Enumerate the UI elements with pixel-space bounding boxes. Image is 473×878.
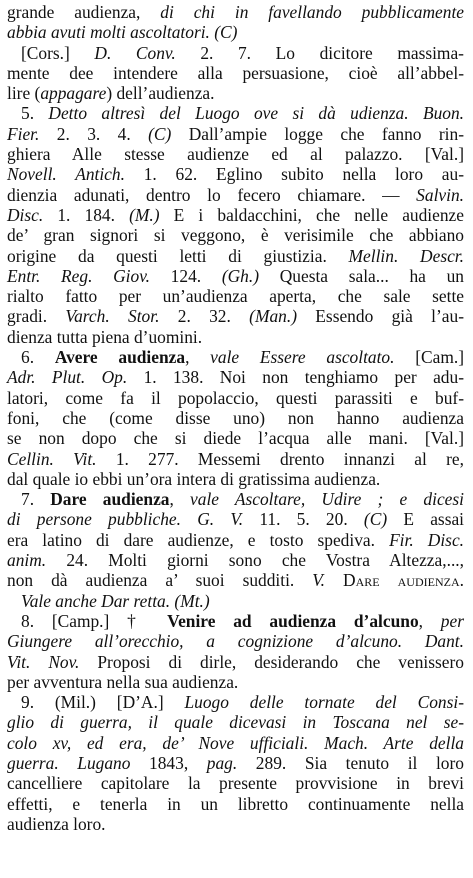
text-segment: effetti, e tenerla in un libretto continuamente nella: [7, 793, 464, 814]
text-segment: D. Conv.: [94, 42, 176, 63]
text-segment: Venire ad audienza d’alcuno: [167, 610, 419, 631]
text-segment: Questa sala... ha un: [259, 265, 464, 286]
text-line: [7, 712, 464, 732]
text-segment: appagare: [40, 83, 107, 104]
text-segment: di chi in favellando pubblicamente: [160, 2, 465, 22]
text-segment: Cellin. Vit.: [7, 448, 97, 469]
text-line: [7, 753, 464, 773]
text-line: [7, 794, 464, 814]
text-segment: glio di guerra, il quale dicevasi in Toscana nel se-: [7, 712, 464, 733]
text-segment: mente dee intendere alla persuasione, cioè all’abbel-: [7, 62, 464, 83]
text-line: [7, 266, 464, 286]
text-segment: foni, che (come disse uno) non hanno audienza: [7, 407, 464, 428]
text-segment: ,: [185, 347, 211, 368]
text-segment: Mellin. Descr.: [348, 245, 464, 266]
text-segment: dal quale io ebbi un’ora intera di gratissima audienza.: [7, 468, 381, 489]
text-segment: colo xv, ed era, de’ Nove ufficiali. Mach. Arte della: [7, 732, 464, 753]
text-segment: 2. 7. Lo dicitore massima-: [175, 42, 464, 63]
text-segment: 1. 277. Messemi drento innanzi al re,: [96, 448, 464, 469]
text-segment: dienzia adunati, dentro lo fecero chiamare. —: [7, 184, 417, 205]
text-segment: se non dopo che si diede l’acqua alle mani. [Val.]: [7, 428, 464, 449]
text-line: [7, 773, 464, 793]
text-segment: 7.: [21, 489, 51, 510]
text-segment: di persone pubbliche. G. V.: [7, 509, 244, 530]
text-line: [7, 469, 464, 489]
text-line: [7, 408, 464, 428]
text-segment: [325, 570, 343, 590]
text-segment: 1. 62. Eglino subito nella loro au-: [124, 164, 464, 185]
text-line: [7, 22, 464, 42]
text-line: [7, 692, 464, 712]
text-segment: Giungere all’orecchio, a cognizione d’alcuno. Dant.: [7, 631, 464, 652]
text-line: [7, 509, 464, 529]
text-line: [7, 124, 464, 144]
text-line: [7, 367, 464, 387]
text-segment: E i baldacchini, che nelle audienze: [159, 204, 464, 225]
text-segment: Fier.: [7, 123, 40, 144]
text-segment: ) dell’audienza.: [106, 83, 215, 104]
text-segment: 1. 184.: [43, 204, 130, 225]
text-line: [7, 672, 464, 692]
text-segment: gradi.: [7, 306, 66, 327]
text-segment: Dare audienza: [50, 489, 170, 510]
text-line: [7, 306, 464, 326]
text-segment: lire (: [7, 83, 41, 104]
text-segment: Varch. Stor.: [65, 306, 160, 327]
text-line: [7, 428, 464, 448]
text-segment: origine da questi letti di giustizia.: [7, 245, 349, 266]
text-segment: [Cam.]: [394, 347, 465, 368]
text-line: [7, 225, 464, 245]
text-segment: 8. [Camp.] †: [21, 610, 168, 631]
text-segment: Disc.: [7, 204, 44, 225]
text-segment: Proposi di dirle, desiderando che venissero: [79, 651, 464, 672]
text-segment: Fir. Disc.: [389, 529, 465, 550]
text-segment: (C): [148, 123, 172, 144]
text-line: [7, 550, 464, 570]
text-line: [7, 327, 464, 347]
text-segment: vale Essere ascoltato.: [210, 347, 395, 368]
text-segment: Entr. Reg. Giov.: [7, 265, 150, 286]
text-segment: pag.: [206, 752, 238, 773]
text-segment: (M.): [129, 204, 160, 225]
text-segment: de’ gran signori si veggono, è verisimile che abbiano: [7, 225, 464, 246]
text-segment: .: [459, 570, 464, 591]
text-segment: V.: [312, 570, 326, 591]
text-line: [7, 2, 464, 22]
text-segment: per: [440, 610, 464, 631]
text-segment: 289. Sia tenuto il loro: [237, 752, 464, 773]
text-segment: 9. (Mil.) [D’A.]: [21, 692, 185, 713]
text-segment: Adr. Plut. Op.: [7, 367, 128, 388]
text-segment: Luogo delle tornate del Consi-: [184, 692, 464, 713]
text-segment: non dà audienza a’ suoi sudditi.: [7, 570, 313, 591]
text-line: [7, 43, 464, 63]
text-line: [7, 388, 464, 408]
text-segment: (Man.): [249, 306, 297, 327]
text-line: [7, 814, 464, 834]
text-segment: guerra. Lugano: [7, 752, 131, 773]
text-segment: (C): [363, 509, 388, 530]
text-segment: Detto altresì del Luogo ove si dà udienza. Buon.: [48, 103, 465, 124]
text-segment: rialto fatto per un’audienza aperta, che sale sette: [7, 286, 464, 307]
text-segment: Avere audienza: [54, 347, 186, 368]
text-line: [7, 591, 464, 611]
text-line: [7, 347, 464, 367]
text-segment: abbia avuti molti ascoltatori. (C): [7, 22, 238, 43]
text-segment: grande audienza,: [7, 2, 161, 22]
text-segment: ,: [418, 610, 441, 631]
text-segment: Dare audienza: [343, 570, 460, 591]
text-segment: E assai: [387, 509, 465, 530]
text-segment: 124.: [149, 265, 222, 286]
text-segment: 1. 138. Noi non tenghiamo per adu-: [127, 367, 464, 388]
text-segment: 6.: [21, 347, 55, 368]
text-segment: Vit. Nov.: [7, 651, 80, 672]
text-segment: audienza loro.: [7, 813, 106, 834]
text-segment: 2. 3. 4.: [39, 123, 149, 144]
text-line: [7, 530, 464, 550]
text-line: [7, 652, 464, 672]
text-segment: Novell. Antich.: [7, 164, 125, 185]
text-line: [7, 286, 464, 306]
text-line: [7, 489, 464, 509]
text-segment: Dall’ampie logge che fanno rin-: [171, 123, 464, 144]
text-line: [7, 205, 464, 225]
text-line: [7, 63, 464, 83]
text-segment: Essendo già l’au-: [296, 306, 464, 327]
text-segment: anim.: [7, 550, 47, 571]
text-line: [7, 449, 464, 469]
text-segment: dienza tutta piena d’uomini.: [7, 326, 203, 347]
text-segment: ghiera Alle stesse audienze ed al palazzo. [Val.]: [7, 144, 464, 165]
text-segment: cancelliere capitolare la presente provvisione in brevi: [7, 773, 464, 794]
text-line: [7, 733, 464, 753]
text-line: [7, 611, 464, 631]
text-segment: latori, come fa il popolaccio, questi parassiti e buf-: [7, 387, 464, 408]
text-line: [7, 246, 464, 266]
text-line: [7, 570, 464, 590]
text-segment: 5.: [21, 103, 49, 124]
text-segment: era latino di dare audienze, e tosto spediva.: [7, 529, 390, 550]
text-segment: per avventura nella sua audienza.: [7, 671, 239, 692]
text-segment: Salvin.: [416, 184, 464, 205]
text-segment: (Gh.): [221, 265, 260, 286]
text-segment: 24. Molti giorni sono che Vostra Altezza,...,: [46, 550, 464, 571]
text-segment: 11. 5. 20.: [243, 509, 364, 530]
text-line: [7, 103, 464, 123]
text-line: [7, 83, 464, 103]
text-segment: [Cors.]: [21, 42, 95, 63]
text-segment: 2. 32.: [159, 306, 250, 327]
text-line: [7, 185, 464, 205]
text-segment: ,: [169, 489, 191, 510]
text-segment: vale Ascoltare, Udire ; e dicesi: [190, 489, 464, 510]
text-line: [7, 631, 464, 651]
text-line: [7, 144, 464, 164]
text-line: [7, 164, 464, 184]
text-segment: Vale anche Dar retta. (Mt.): [21, 590, 210, 611]
text-segment: 1843,: [130, 752, 207, 773]
